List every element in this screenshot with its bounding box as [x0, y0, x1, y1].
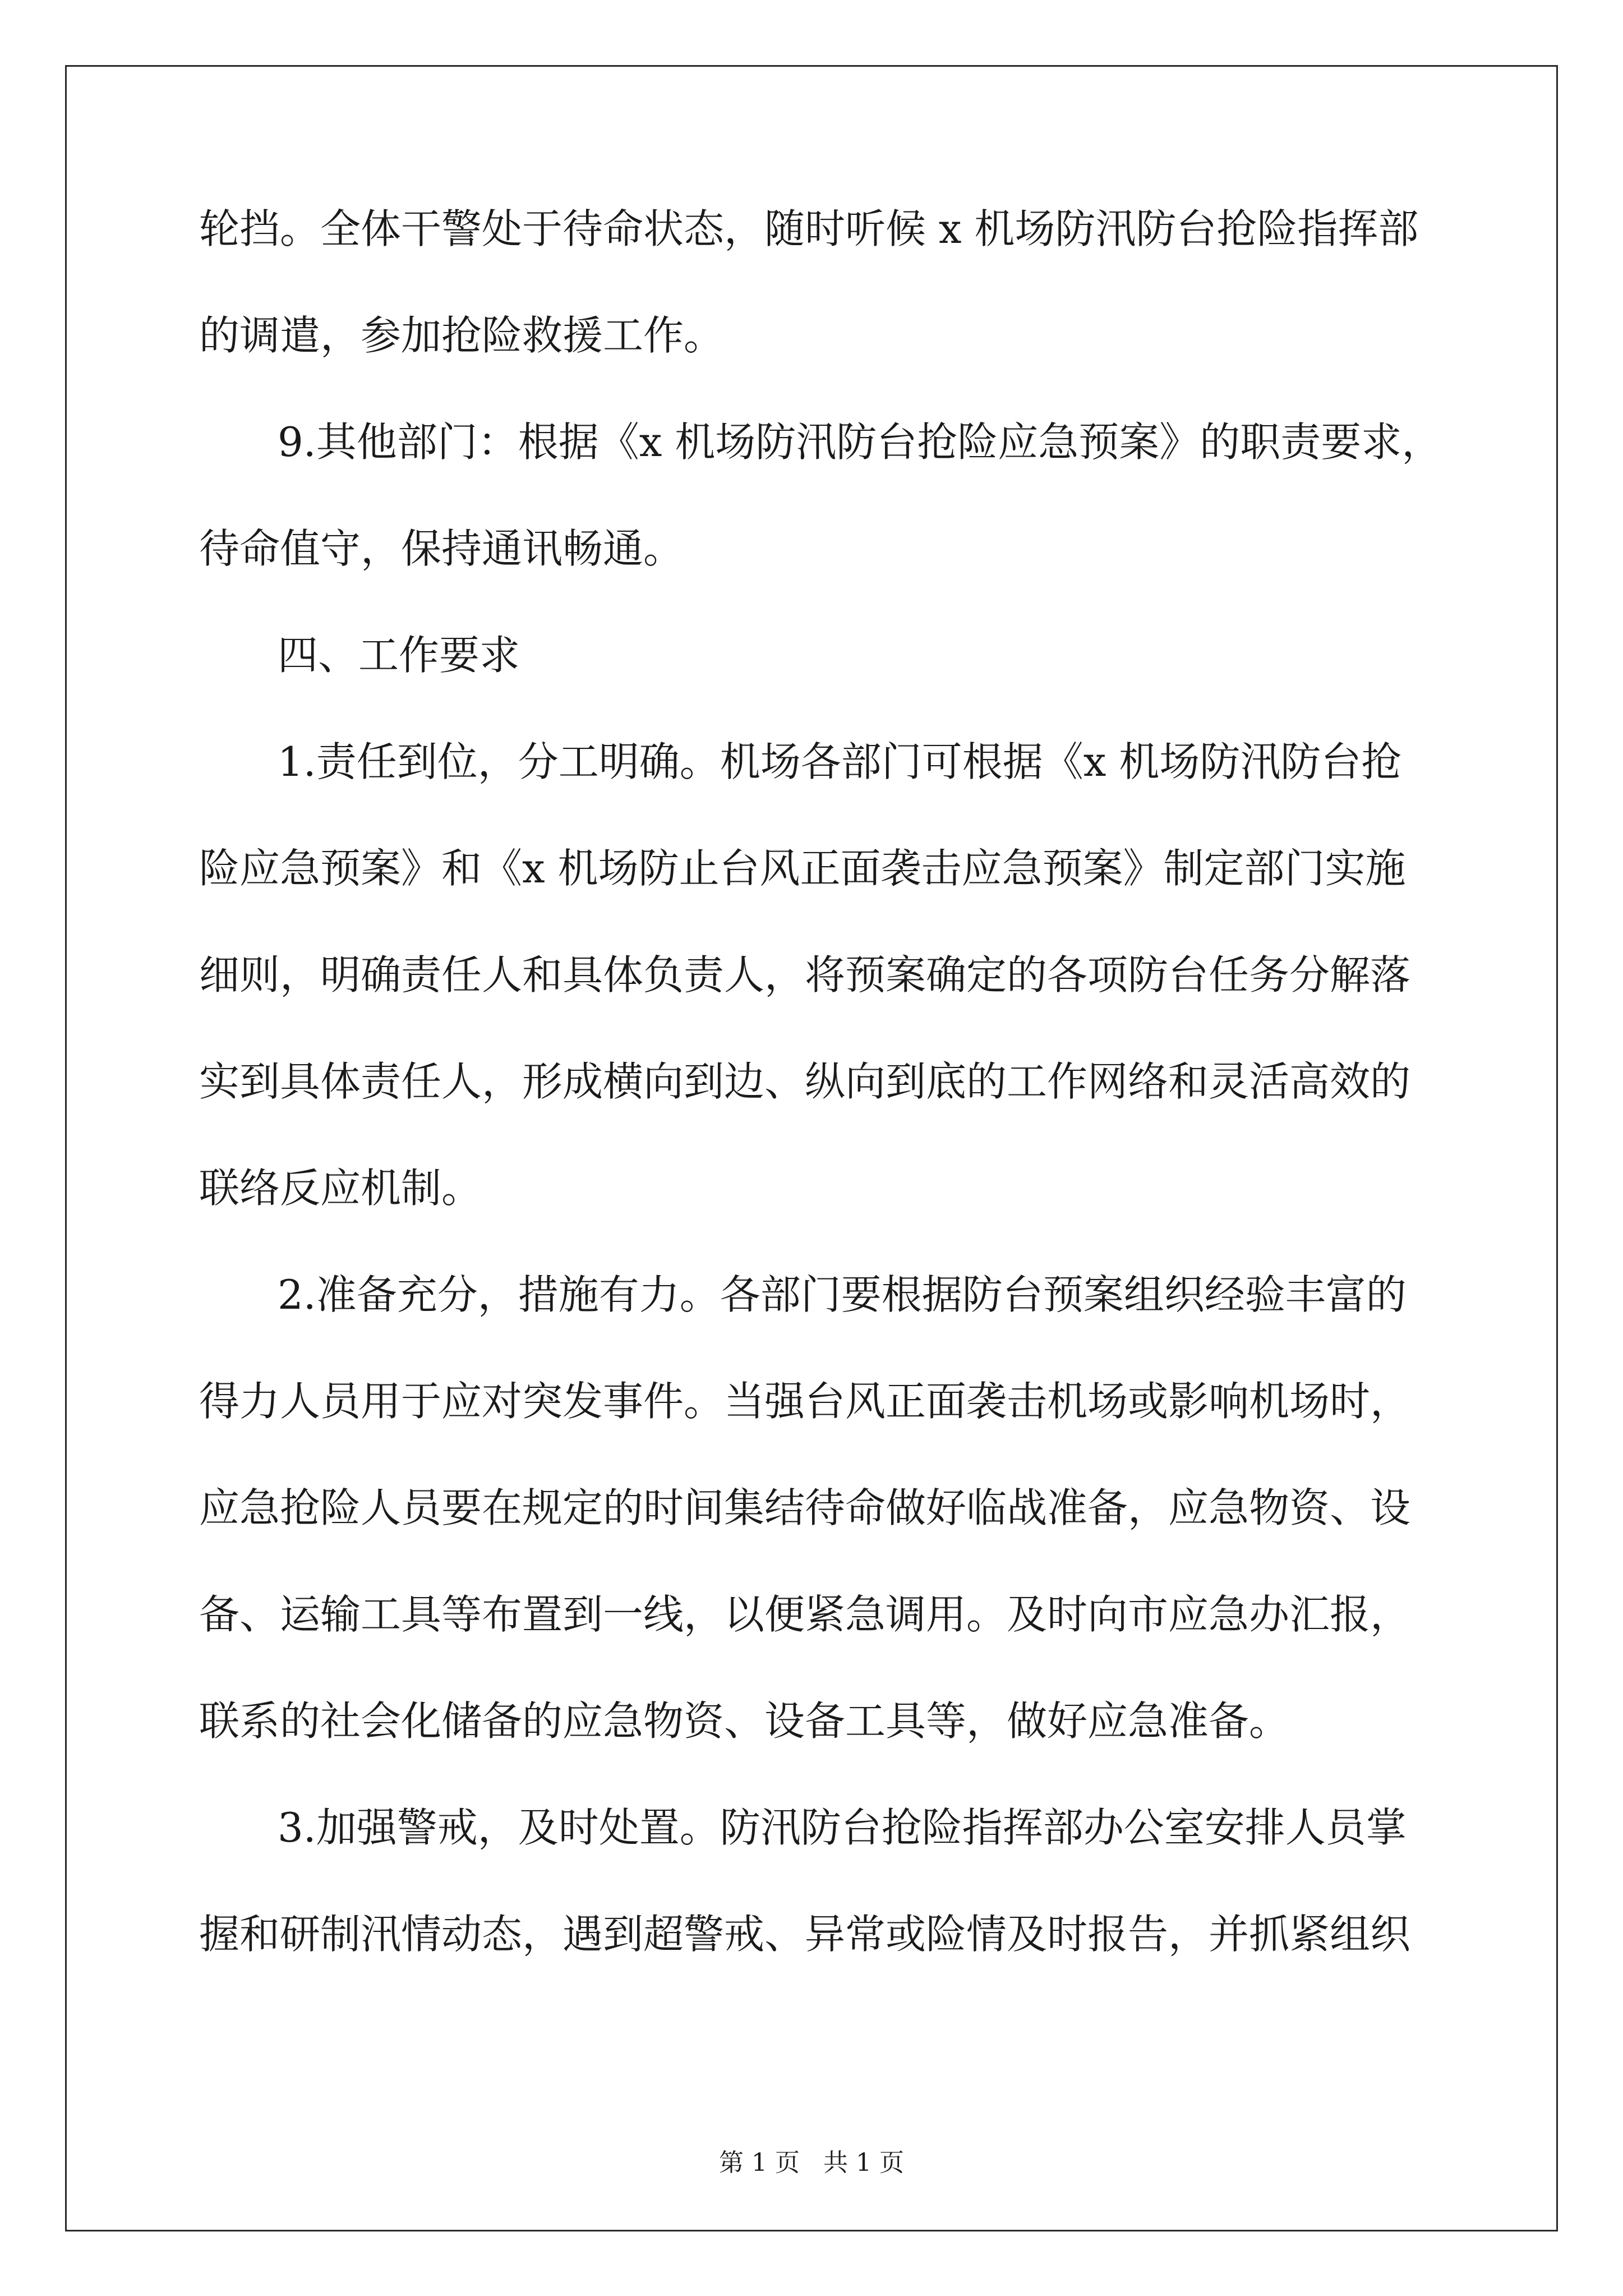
- paragraph-item-9: 9.其他部门：根据《x 机场防汛防台抢险应急预案》的职责要求，: [278, 418, 1442, 466]
- text-line: 得力人员用于应对突发事件。当强台风正面袭击机场或影响机场时，: [199, 1378, 1411, 1425]
- paragraph-item-3: 3.加强警戒，及时处置。防汛防台抢险指挥部办公室安排人员掌: [278, 1804, 1407, 1851]
- text-line: 轮挡。全体干警处于待命状态，随时听候 x 机场防汛防台抢险指挥部: [199, 205, 1419, 252]
- page-number: 第 1 页: [719, 2148, 800, 2177]
- section-heading: 四、工作要求: [278, 632, 520, 679]
- text-line: 握和研制汛情动态，遇到超警戒、异常或险情及时报告，并抓紧组织: [199, 1911, 1411, 1958]
- text-line: 细则，明确责任人和具体负责人，将预案确定的各项防台任务分解落: [199, 951, 1411, 999]
- text-line: 备、运输工具等布置到一线，以便紧急调用。及时向市应急办汇报，: [199, 1591, 1411, 1638]
- text-line: 联系的社会化储备的应急物资、设备工具等，做好应急准备。: [199, 1697, 1290, 1745]
- page-total: 共 1 页: [823, 2148, 904, 2177]
- text-line: 险应急预案》和《x 机场防止台风正面袭击应急预案》制定部门实施: [199, 845, 1406, 892]
- text-line: 待命值守，保持通讯畅通。: [199, 525, 684, 572]
- paragraph-item-1: 1.责任到位，分工明确。机场各部门可根据《x 机场防汛防台抢: [278, 738, 1402, 785]
- page-border: [65, 65, 1558, 2231]
- text-line: 实到具体责任人，形成横向到边、纵向到底的工作网络和灵活高效的: [199, 1058, 1411, 1105]
- text-line: 联络反应机制。: [199, 1165, 482, 1212]
- paragraph-item-2: 2.准备充分，措施有力。各部门要根据防台预案组织经验丰富的: [278, 1271, 1407, 1318]
- text-line: 的调遣，参加抢险救援工作。: [199, 312, 725, 359]
- page-footer: [0, 2146, 1623, 2180]
- text-line: 应急抢险人员要在规定的时间集结待命做好临战准备，应急物资、设: [199, 1484, 1411, 1531]
